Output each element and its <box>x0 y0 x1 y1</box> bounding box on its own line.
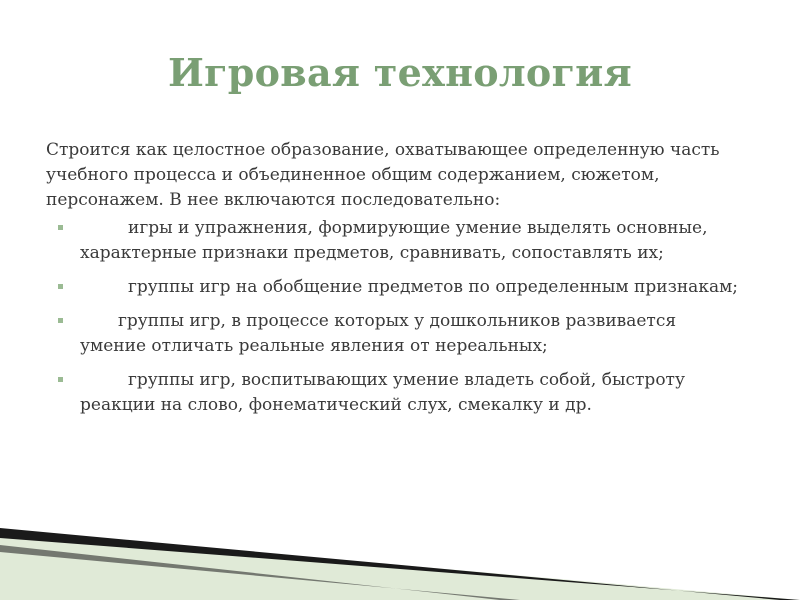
slide-title: Игровая технология <box>167 50 633 95</box>
slide-body <box>46 138 746 427</box>
bullet-marker-icon <box>58 377 63 382</box>
bullet-item <box>46 275 746 300</box>
bullet-list <box>46 216 746 418</box>
decorative-swoosh <box>0 500 800 600</box>
bullet-text: группы игр, воспитывающих умение владеть собой, быстроту реакции на слово, фонематический слух, смекалку и др. <box>80 370 685 415</box>
bullet-marker-icon <box>58 225 63 230</box>
intro-paragraph: Строится как целостное образование, охватывающее определенную часть учебного процесса и объединенное общим содержанием, сюжетом, персонажем. В нее включаются последовательно: <box>46 140 720 210</box>
bullet-text: группы игр, в процессе которых у дошкольников развивается умение отличать реальные явления от нереальных; <box>80 311 677 356</box>
bullet-item <box>46 216 746 266</box>
bullet-text: группы игр на обобщение предметов по определенным признакам; <box>128 277 739 297</box>
bullet-marker-icon <box>58 318 63 323</box>
bullet-item <box>46 309 746 359</box>
bullet-marker-icon <box>58 284 63 289</box>
bullet-item <box>46 368 746 418</box>
bullet-text: игры и упражнения, формирующие умение выделять основные, характерные признаки предметов, сравнивать, сопоставлять их; <box>80 218 708 263</box>
